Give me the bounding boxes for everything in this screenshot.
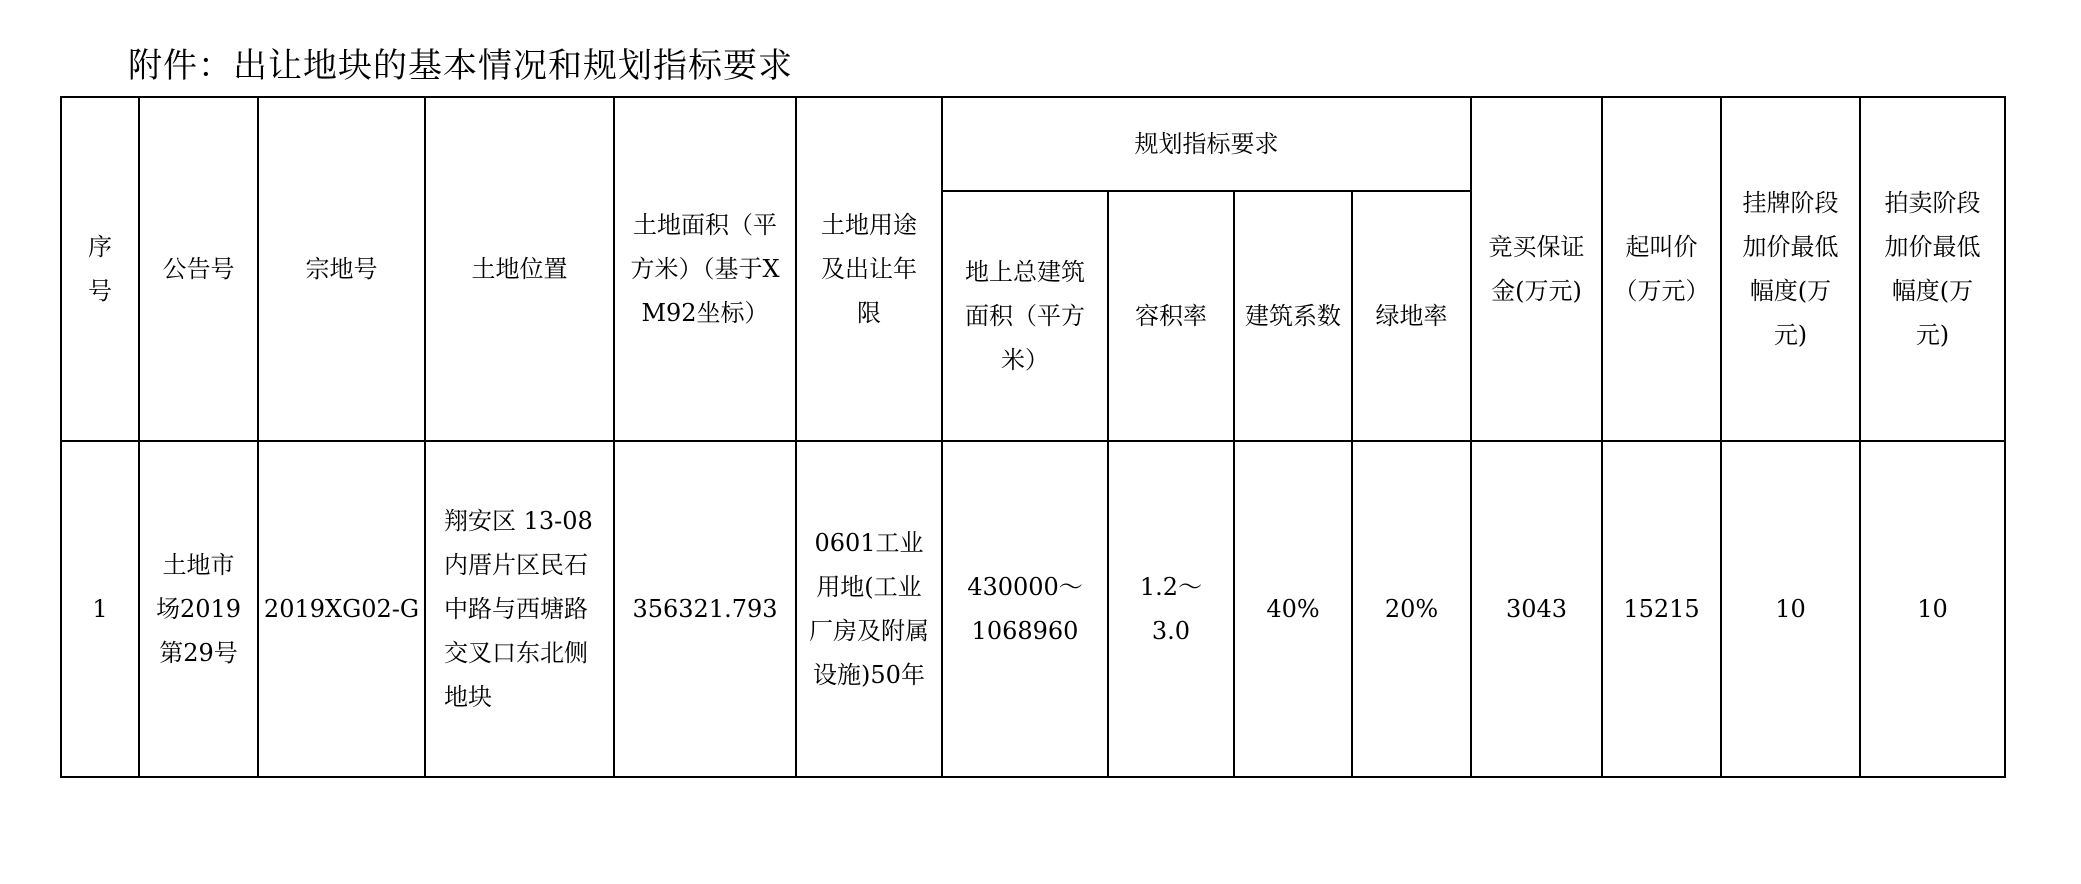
- cell-listing-increment: 10: [1721, 441, 1860, 777]
- header-planning-group: 规划指标要求: [942, 97, 1471, 191]
- header-area: 土地面积（平方米）（基于XM92坐标）: [614, 97, 796, 441]
- header-location: 土地位置: [425, 97, 614, 441]
- document-title: 附件：出让地块的基本情况和规划指标要求: [128, 46, 793, 86]
- header-usage: 土地用途及出让年限: [796, 97, 942, 441]
- cell-notice-no: 土地市场2019第29号: [139, 441, 258, 777]
- header-notice-no: 公告号: [139, 97, 258, 441]
- cell-green-ratio: 20%: [1352, 441, 1471, 777]
- cell-deposit: 3043: [1471, 441, 1602, 777]
- cell-auction-increment: 10: [1860, 441, 2005, 777]
- header-building-coverage: 建筑系数: [1234, 191, 1352, 441]
- cell-starting-price: 15215: [1602, 441, 1721, 777]
- header-seq: 序号: [61, 97, 139, 441]
- header-green-ratio: 绿地率: [1352, 191, 1471, 441]
- header-starting-price: 起叫价（万元）: [1602, 97, 1721, 441]
- header-far: 容积率: [1108, 191, 1234, 441]
- header-auction-increment: 拍卖阶段加价最低幅度(万元): [1860, 97, 2005, 441]
- cell-seq: 1: [61, 441, 139, 777]
- header-parcel-no: 宗地号: [258, 97, 425, 441]
- cell-parcel-no: 2019XG02-G: [258, 441, 425, 777]
- header-row: [61, 97, 2005, 191]
- header-listing-increment: 挂牌阶段加价最低幅度(万元): [1721, 97, 1860, 441]
- land-parcel-table: [60, 96, 2006, 778]
- cell-far: 1.2～3.0: [1108, 441, 1234, 777]
- cell-gross-floor-area: 430000～1068960: [942, 441, 1108, 777]
- cell-location: 翔安区 13-08内厝片区民石中路与西塘路交叉口东北侧地块: [425, 441, 614, 777]
- cell-area: 356321.793: [614, 441, 796, 777]
- table-row: [61, 441, 2005, 777]
- header-gross-floor-area: 地上总建筑面积（平方米）: [942, 191, 1108, 441]
- cell-usage: 0601工业用地(工业厂房及附属设施)50年: [796, 441, 942, 777]
- header-deposit: 竞买保证金(万元): [1471, 97, 1602, 441]
- cell-building-coverage: 40%: [1234, 441, 1352, 777]
